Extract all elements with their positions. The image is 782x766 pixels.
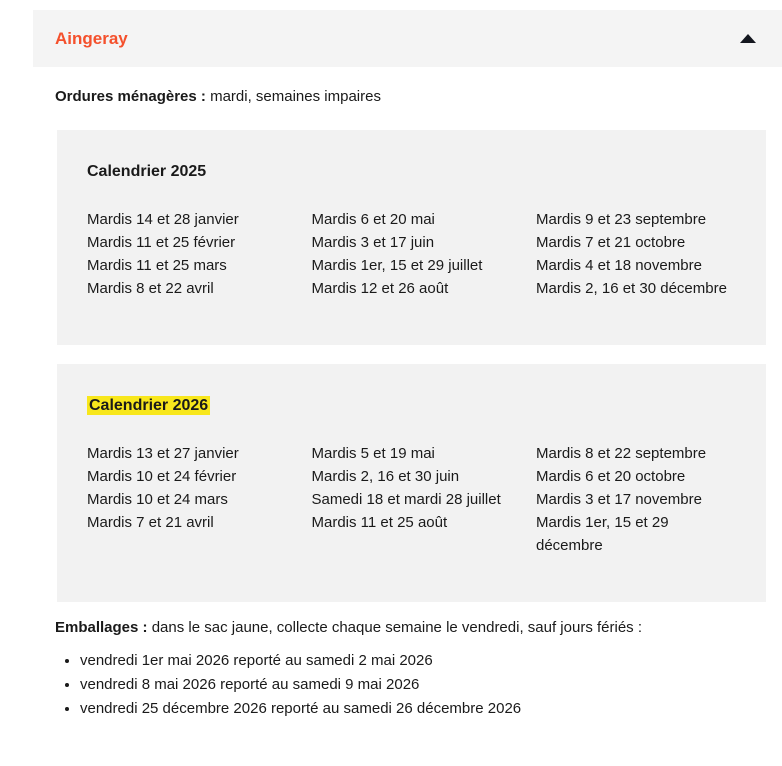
- calendar-date-line: Mardis 11 et 25 août: [311, 514, 448, 531]
- calendar-column: [536, 442, 736, 557]
- calendar-columns: [87, 208, 736, 300]
- calendar-date-line: Mardis 6 et 20 octobre: [536, 468, 686, 485]
- calendar-date-line: Mardis 9 et 23 septembre: [536, 211, 707, 228]
- accordion-title: Aingeray: [55, 28, 128, 48]
- calendar-date-line: Mardis 10 et 24 mars: [87, 491, 228, 508]
- calendar-title: [87, 396, 736, 416]
- caret-up-icon: [740, 34, 756, 43]
- calendar-date-line: Mardis 3 et 17 juin: [311, 234, 435, 251]
- ordures-text: mardi, semaines impaires: [210, 88, 381, 105]
- emballages-label: Emballages :: [55, 619, 148, 636]
- ordures-menageres-line: [55, 88, 766, 106]
- calendar-date-line: Mardis 2, 16 et 30 juin: [311, 468, 460, 485]
- calendar-date-line: Mardis 12 et 26 août: [311, 280, 449, 297]
- calendar-date-line: Mardis 13 et 27 janvier: [87, 445, 239, 462]
- calendar-title: Calendrier 2025: [87, 163, 207, 180]
- search-highlight: Calendrier 2026: [89, 397, 209, 414]
- calendar-date-line: Mardis 14 et 28 janvier: [87, 211, 239, 228]
- calendar-box-2025: [57, 130, 766, 345]
- calendar-date-line: Mardis 1er, 15 et 29 juillet: [311, 257, 483, 274]
- list-item: • vendredi 25 décembre 2026 reporté au samedi 26 décembre 2026: [80, 697, 782, 721]
- ordures-label: Ordures ménagères :: [55, 88, 206, 105]
- calendar-date-line: Mardis 7 et 21 octobre: [536, 234, 686, 251]
- calendar-date-line: Mardis 2, 16 et 30 décembre: [536, 280, 727, 297]
- list-item: • vendredi 1er mai 2026 reporté au samedi 2 mai 2026: [80, 649, 782, 673]
- calendar-column: [87, 442, 287, 557]
- calendar-column: [312, 442, 512, 557]
- calendar-date-line: Mardis 8 et 22 avril: [87, 280, 214, 297]
- calendar-column: [87, 208, 287, 300]
- calendar-date-line: Mardis 8 et 22 septembre: [536, 445, 707, 462]
- calendar-date-line: Samedi 18 et mardi 28 juillet: [311, 491, 501, 508]
- emballages-line: [55, 619, 766, 637]
- calendar-date-line: Mardis 11 et 25 mars: [87, 257, 227, 274]
- calendar-columns: [87, 442, 736, 557]
- calendar-column: [312, 208, 512, 300]
- calendar-date-line: Mardis 6 et 20 mai: [311, 211, 435, 228]
- emballages-text: dans le sac jaune, collecte chaque semaine le vendredi, sauf jours fériés :: [151, 619, 643, 636]
- calendar-date-line: Mardis 11 et 25 février: [87, 234, 236, 251]
- accordion-header[interactable]: [33, 10, 782, 67]
- calendar-date-line: Mardis 5 et 19 mai: [311, 445, 435, 462]
- calendar-date-line: Mardis 3 et 17 novembre: [536, 491, 702, 508]
- calendar-date-line: Mardis 7 et 21 avril: [87, 514, 214, 531]
- calendar-date-line: Mardis 10 et 24 février: [87, 468, 237, 485]
- reported-dates-list: [55, 649, 782, 721]
- calendar-date-line: Mardis 1er, 15 et 29 décembre: [536, 514, 669, 554]
- list-item: • vendredi 8 mai 2026 reporté au samedi 9 mai 2026: [80, 673, 782, 697]
- calendar-column: [536, 208, 736, 300]
- calendar-box-2026: [57, 364, 766, 602]
- calendar-date-line: Mardis 4 et 18 novembre: [536, 257, 702, 274]
